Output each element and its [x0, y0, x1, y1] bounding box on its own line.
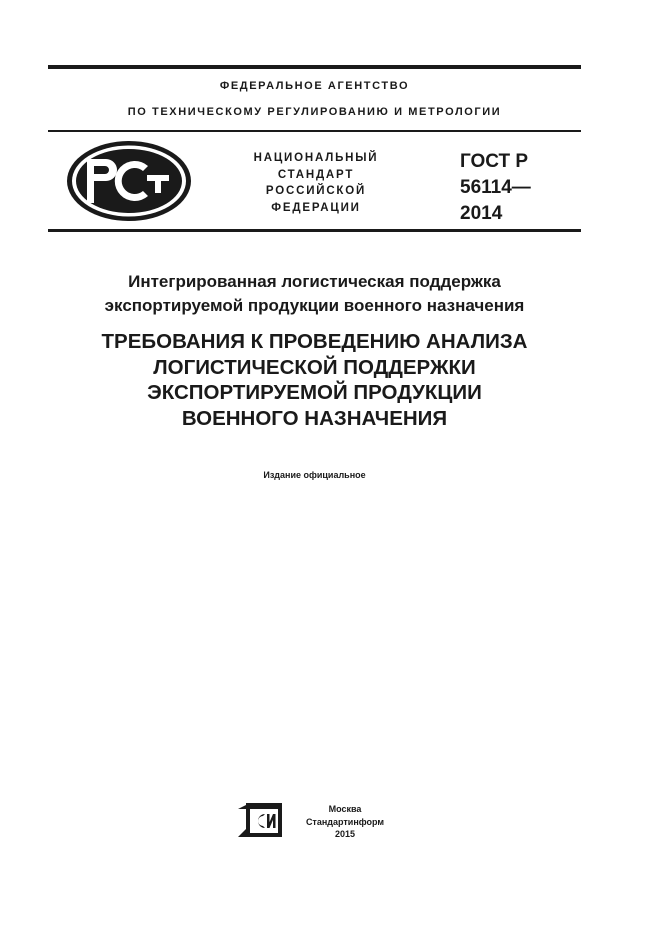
- title-line: ЭКСПОРТИРУЕМОЙ ПРОДУКЦИИ: [147, 381, 482, 404]
- standard-number-line: 2014: [460, 203, 503, 224]
- agency-name-line-2: ПО ТЕХНИЧЕСКОМУ РЕГУЛИРОВАНИЮ И МЕТРОЛОГИИ: [127, 106, 502, 118]
- imprint-publisher: Стандартинформ: [305, 816, 385, 827]
- document-subtitle: [40, 270, 589, 318]
- title-line: ТРЕБОВАНИЯ К ПРОВЕДЕНИЮ АНАЛИЗА: [101, 330, 528, 353]
- top-rule: [48, 65, 581, 69]
- subtitle-line: экспортируемой продукции военного назначения: [104, 296, 525, 315]
- standard-number-line: 56114—: [460, 177, 531, 198]
- standard-type-line: ФЕДЕРАЦИИ: [271, 201, 361, 214]
- standard-type-line: РОССИЙСКОЙ: [265, 185, 367, 197]
- header-divider: [48, 130, 581, 132]
- standartinform-logo-icon: [238, 803, 284, 839]
- agency-name-line-1: ФЕДЕРАЛЬНОЕ АГЕНТСТВО: [219, 80, 410, 92]
- imprint: [290, 803, 400, 841]
- subtitle-line: Интегрированная логистическая поддержка: [128, 272, 501, 291]
- title-line: ВОЕННОГО НАЗНАЧЕНИЯ: [181, 406, 448, 430]
- rst-certification-mark-icon: [64, 139, 194, 223]
- imprint-city: Москва: [328, 804, 362, 814]
- header-bottom-rule: [48, 229, 581, 232]
- document-title: [40, 329, 589, 431]
- standard-number-line: ГОСТ Р: [460, 151, 529, 172]
- edition-note: Издание официальное: [263, 470, 366, 480]
- standard-type-line: НАЦИОНАЛЬНЫЙ: [253, 152, 379, 164]
- standard-number: [460, 149, 531, 227]
- title-line: ЛОГИСТИЧЕСКОЙ ПОДДЕРЖКИ: [153, 355, 476, 379]
- imprint-year: 2015: [334, 829, 356, 839]
- standard-type-line: СТАНДАРТ: [277, 168, 355, 181]
- standard-type: [232, 150, 400, 216]
